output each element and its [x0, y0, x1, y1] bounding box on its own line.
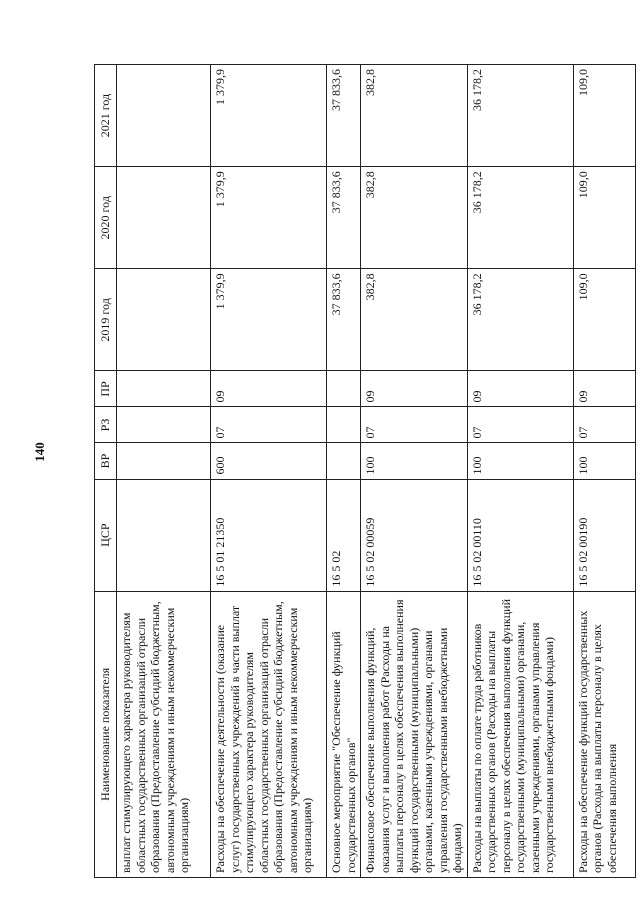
cell-rz — [327, 407, 361, 443]
cell-2021: 37 833,6 — [327, 65, 361, 167]
cell-rz: 07 — [573, 407, 635, 443]
header-vr: ВР — [95, 443, 117, 479]
cell-vr — [117, 443, 211, 479]
cell-vr: 600 — [211, 443, 327, 479]
table-header-row — [95, 65, 117, 878]
cell-2019: 1 379,9 — [211, 269, 327, 371]
cell-2020: 37 833,6 — [327, 167, 361, 269]
table-row — [211, 65, 327, 878]
table-row — [467, 65, 573, 878]
table-row — [361, 65, 468, 878]
cell-csr: 16 5 02 00190 — [573, 479, 635, 591]
header-2020: 2020 год — [95, 167, 117, 269]
cell-vr: 100 — [573, 443, 635, 479]
cell-2020 — [117, 167, 211, 269]
cell-2019: 382,8 — [361, 269, 468, 371]
cell-pr — [117, 371, 211, 407]
cell-pr: 09 — [361, 371, 468, 407]
cell-2021: 382,8 — [361, 65, 468, 167]
cell-pr: 09 — [573, 371, 635, 407]
cell-2019 — [117, 269, 211, 371]
cell-csr — [117, 479, 211, 591]
header-name: Наименование показателя — [95, 591, 117, 877]
cell-vr: 100 — [361, 443, 468, 479]
cell-vr — [327, 443, 361, 479]
rotated-table-container — [94, 64, 634, 878]
cell-name: Расходы на выплаты по оплате труда работников государственных органов (Расходы на выплаты персоналу в целях обеспечения выполнения функций государственными (муниципальными) органами, казенными учреждениями, органами управления государственными внебюджетными фондами) — [467, 591, 573, 877]
cell-name: Расходы на обеспечение деятельности (оказание услуг) государственных учреждений в части выплат стимулирующего характера руководителям областных государственных организаций отрасли образования (Предоставление субсидий бюджетным, автономным учреждениям и иным некоммерческим организациям) — [211, 591, 327, 877]
table-row — [117, 65, 211, 878]
cell-rz — [117, 407, 211, 443]
table-row — [327, 65, 361, 878]
cell-2019: 109,0 — [573, 269, 635, 371]
cell-name: Расходы на обеспечение функций государственных органов (Расходы на выплаты персоналу в целях обеспечения выполнения — [573, 591, 635, 877]
cell-2019: 36 178,2 — [467, 269, 573, 371]
table-row — [573, 65, 635, 878]
cell-pr: 09 — [467, 371, 573, 407]
cell-rz: 07 — [361, 407, 468, 443]
cell-pr: 09 — [211, 371, 327, 407]
header-csr: ЦСР — [95, 479, 117, 591]
cell-2020: 36 178,2 — [467, 167, 573, 269]
cell-vr: 100 — [467, 443, 573, 479]
budget-table — [94, 64, 636, 878]
cell-rz: 07 — [211, 407, 327, 443]
cell-csr: 16 5 02 00110 — [467, 479, 573, 591]
page-number: 140 — [32, 442, 47, 462]
cell-2020: 109,0 — [573, 167, 635, 269]
cell-name: Финансовое обеспечение выполнения функций, оказания услуг и выполнения работ (Расходы на выплаты персоналу в целях обеспечения выполнения функций государственными (муниципальными) органами, казенными учреждениями, органами управления государственными внебюджетными фондами) — [361, 591, 468, 877]
cell-2020: 382,8 — [361, 167, 468, 269]
cell-2019: 37 833,6 — [327, 269, 361, 371]
header-2021: 2021 год — [95, 65, 117, 167]
header-2019: 2019 год — [95, 269, 117, 371]
cell-2020: 1 379,9 — [211, 167, 327, 269]
header-pr: ПР — [95, 371, 117, 407]
cell-name: выплат стимулирующего характера руководителям областных государственных организаций отрасли образования (Предоставление субсидий бюджетным, автономным учреждениям и иным некоммерческим организациям) — [117, 591, 211, 877]
cell-pr — [327, 371, 361, 407]
cell-name: Основное мероприятие "Обеспечение функций государственных органов" — [327, 591, 361, 877]
cell-2021: 36 178,2 — [467, 65, 573, 167]
cell-rz: 07 — [467, 407, 573, 443]
cell-2021 — [117, 65, 211, 167]
cell-2021: 1 379,9 — [211, 65, 327, 167]
cell-csr: 16 5 02 00059 — [361, 479, 468, 591]
cell-csr: 16 5 01 21350 — [211, 479, 327, 591]
header-rz: РЗ — [95, 407, 117, 443]
cell-2021: 109,0 — [573, 65, 635, 167]
cell-csr: 16 5 02 — [327, 479, 361, 591]
